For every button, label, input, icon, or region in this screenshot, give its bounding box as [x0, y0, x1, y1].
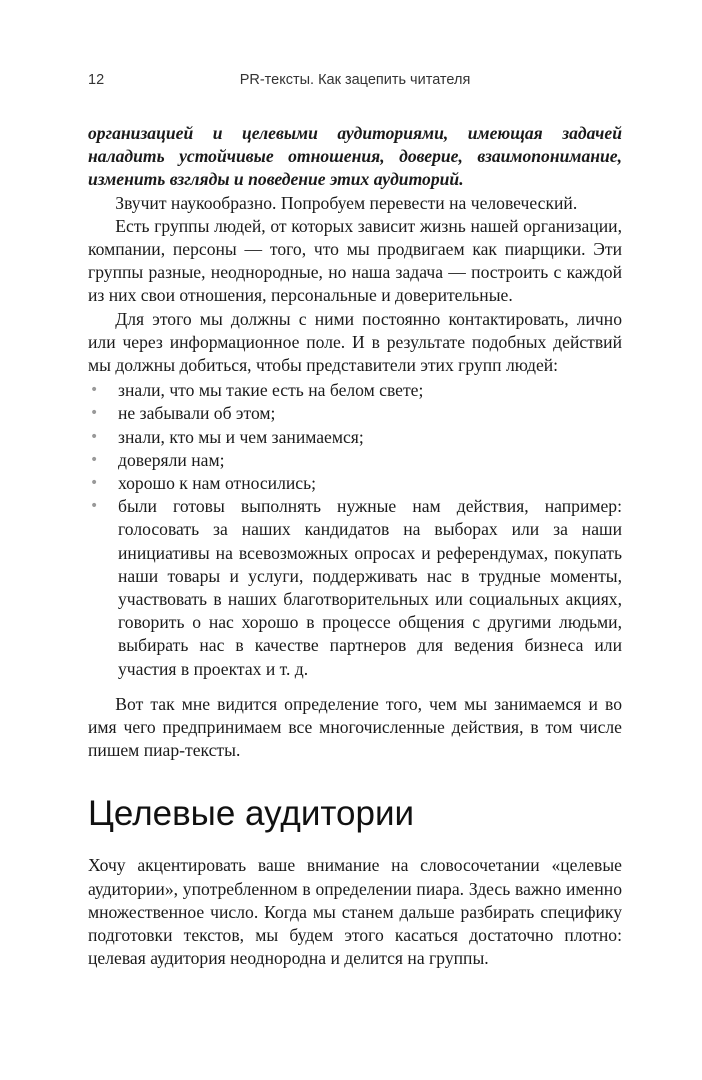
bullet-icon: •: [90, 451, 99, 468]
definition-continuation: организацией и целевыми аудиториями, имеющая задачей наладить устойчивые отношения, доверие, взаимопонимание, изменить взгляды и поведение этих аудиторий.: [88, 123, 622, 190]
bullet-icon: •: [90, 475, 99, 492]
page-header: [88, 72, 622, 94]
list-item: [88, 472, 622, 495]
bullet-list: [88, 379, 622, 681]
list-item: [88, 449, 622, 472]
list-item-text: знали, кто мы и чем занимаемся;: [118, 426, 364, 447]
bullet-icon: •: [90, 405, 99, 422]
list-item-text: не забывали об этом;: [118, 403, 276, 424]
list-item: [88, 426, 622, 449]
paragraph: Звучит наукообразно. Попробуем перевести на человеческий.: [115, 192, 578, 213]
list-item-text: знали, что мы такие есть на белом свете;: [118, 380, 424, 401]
bullet-icon: •: [90, 498, 99, 515]
list-item-text: были готовы выполнять нужные нам действия, например: голосовать за наших кандидатов на выборах или за наши инициативы на всевозможных опросах и референдумах, покупать наши товары и услуги, поддерживать нас в трудные моменты, участвовать в наших благотворительных или социальных акциях, говорить о нас хорошо в процессе общения с другими людьми, выбирать нас в качестве партнеров для ведения бизнеса или участия в проектах и т. д.: [118, 496, 622, 679]
section-title: Целевые аудитории: [88, 794, 415, 834]
list-item: [88, 495, 622, 681]
paragraph: Хочу акцентировать ваше внимание на словосочетании «целевые аудитории», употребленном в определении пиара. Здесь важно именно множественное число. Когда мы станем дальше разбирать специфику подготовки текстов, мы будем этого касаться достаточно плотно: целевая аудитория неоднородна и делится на группы.: [88, 855, 622, 969]
list-item: [88, 402, 622, 425]
list-item: [88, 379, 622, 402]
list-item-text: доверяли нам;: [118, 449, 225, 470]
page-body: [88, 122, 622, 971]
bullet-icon: •: [90, 382, 99, 399]
paragraph: Для этого мы должны с ними постоянно контактировать, лично или через информационное поле. И в результате подобных действий мы должны добиться, чтобы представители этих групп людей:: [88, 308, 622, 376]
page-number: 12: [88, 72, 105, 88]
running-title: PR-тексты. Как зацепить читателя: [239, 72, 471, 88]
list-item-text: хорошо к нам относились;: [118, 473, 317, 494]
paragraph: Вот так мне видится определение того, чем мы занимаемся и во имя чего предпринимаем все многочисленные действия, в том числе пишем пиар-тексты.: [88, 693, 622, 761]
bullet-icon: •: [90, 428, 99, 445]
paragraph: Есть группы людей, от которых зависит жизнь нашей организации, компании, персоны — того, что мы продвигаем как пиарщики. Эти группы разные, неоднородные, но наша задача — построить с каждой из них свои отношения, персональные и доверительные.: [88, 215, 622, 306]
